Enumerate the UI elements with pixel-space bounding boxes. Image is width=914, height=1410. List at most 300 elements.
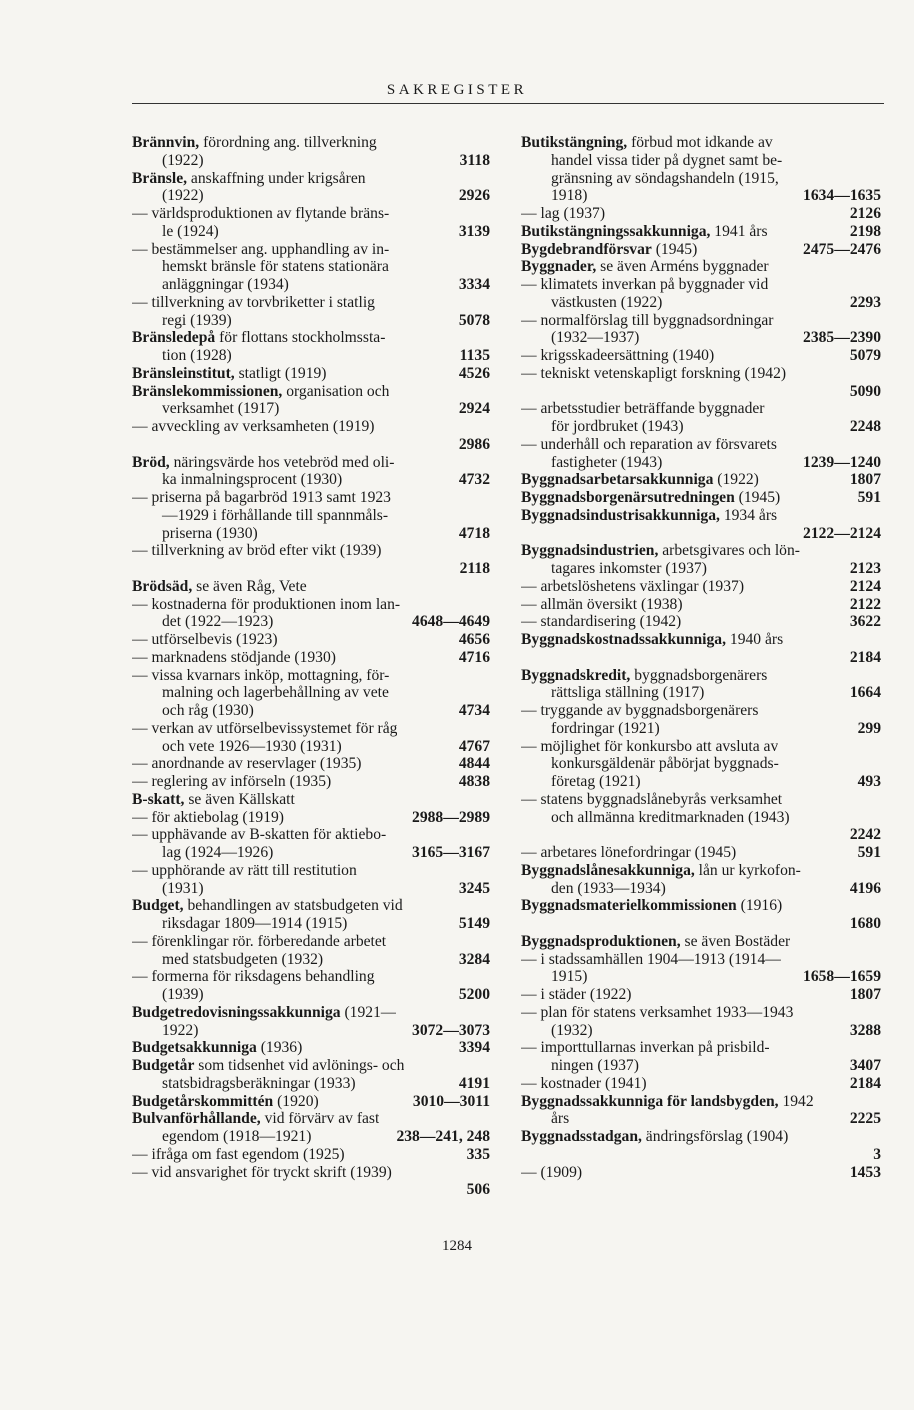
header-rule: [132, 103, 884, 104]
index-page-ref: 4191: [458, 1074, 490, 1092]
index-line: [132, 383, 490, 401]
index-description: statsbidragsberäkningar (1933): [162, 1074, 356, 1092]
index-line: [132, 897, 490, 915]
index-description: 1922): [162, 1021, 199, 1039]
index-line: [132, 862, 490, 880]
index-entry-text: [132, 667, 389, 685]
index-keyword: Byggnadsarbetarsakkunniga: [521, 471, 714, 489]
index-page-ref: 3245: [458, 879, 490, 897]
index-entry-text: [132, 1057, 404, 1075]
index-page-ref: 1807: [849, 471, 881, 489]
index-page-ref: 3288: [849, 1021, 881, 1039]
index-description: — tillverkning av bröd efter vikt (1939): [132, 542, 382, 560]
index-line: [132, 578, 490, 596]
index-line: [132, 1110, 490, 1128]
index-page-ref: 4734: [458, 702, 490, 719]
index-line: [521, 187, 881, 205]
index-entry-text: [521, 329, 639, 347]
index-page-ref: 299: [857, 719, 881, 737]
index-description: anskaffning under krigsåren: [187, 169, 366, 187]
index-line: [521, 1128, 881, 1146]
index-page-ref: 3118: [459, 151, 490, 169]
index-keyword: Bränslekommissionen,: [132, 382, 283, 400]
index-page-ref: 2123: [849, 560, 881, 577]
index-page-ref: 4648—4649: [412, 613, 490, 631]
index-line: [521, 684, 881, 702]
index-description: — vissa kvarnars inköp, mottagning, för-: [132, 666, 390, 684]
index-line: [132, 347, 490, 365]
index-column-left: [132, 134, 490, 1199]
index-keyword: Budgetsakkunniga: [132, 1039, 257, 1057]
index-description: byggnadsborgenärers: [630, 666, 768, 684]
index-description: 1942: [778, 1092, 814, 1110]
index-description: — formerna för riksdagens behandling: [132, 968, 375, 986]
index-page-ref: 2924: [458, 400, 490, 418]
index-description: —1929 i förhållande till spannmåls-: [162, 506, 389, 524]
index-page-ref: 4196: [849, 879, 881, 897]
index-entry-text: [521, 631, 783, 649]
index-line: [132, 507, 490, 525]
index-line: [132, 915, 490, 933]
index-page-ref: 2184: [849, 648, 881, 666]
index-keyword: Byggnadsstadgan,: [521, 1128, 642, 1145]
index-keyword: Budgetårskommittén: [132, 1092, 274, 1110]
index-line: [521, 170, 881, 188]
index-entry-text: [521, 578, 744, 596]
index-description: års: [551, 1110, 570, 1128]
index-description: priserna (1930): [162, 524, 258, 542]
index-description: fordringar (1921): [551, 719, 660, 737]
index-line: [132, 826, 490, 844]
index-keyword: Bulvanförhållande,: [132, 1110, 261, 1128]
index-entry-text: [521, 223, 768, 241]
index-line: [521, 525, 881, 543]
index-line: [132, 631, 490, 649]
index-line: [132, 596, 490, 614]
index-entry-text: [521, 951, 781, 969]
index-entry-text: [132, 1022, 198, 1040]
index-entry-text: [132, 187, 204, 205]
index-keyword: Byggnadsindustrisakkunniga,: [521, 506, 720, 524]
index-entry-text: [521, 791, 782, 809]
index-entry-text: [132, 454, 394, 472]
index-entry-text: [521, 933, 790, 951]
index-keyword: Byggnadskostnadssakkunniga,: [521, 631, 726, 648]
index-description: verksamhet (1917): [162, 400, 280, 418]
index-page-ref: 2184: [849, 1074, 881, 1092]
index-line: [132, 525, 490, 543]
index-description: (1922): [162, 187, 204, 205]
index-entry-text: [132, 347, 232, 365]
index-entry-text: [521, 1093, 814, 1111]
index-entry-text: [132, 223, 219, 241]
index-page-ref: 3284: [458, 950, 490, 968]
index-description: vid förvärv av fast: [260, 1110, 380, 1128]
index-keyword: Bränsledepå: [132, 329, 216, 347]
index-line: [521, 152, 881, 170]
index-line: [521, 542, 881, 560]
index-line: [132, 809, 490, 827]
index-line: [132, 276, 490, 294]
index-entry-text: [521, 1004, 793, 1022]
index-line: [132, 1128, 490, 1146]
index-entry-text: [521, 205, 605, 223]
index-line: [521, 560, 881, 578]
index-description: tagares inkomster (1937): [551, 560, 707, 577]
index-line: [132, 223, 490, 241]
index-line: [521, 1022, 881, 1040]
index-page-ref: 1807: [849, 986, 881, 1003]
index-line: [521, 329, 881, 347]
index-description: — tryggande av byggnadsborgenärers: [521, 702, 759, 719]
index-description: (1945): [734, 489, 781, 506]
index-description: (1922): [713, 471, 759, 489]
index-description: — plan för statens verksamhet 1933—1943: [521, 1003, 794, 1021]
index-page-ref: 2122: [849, 595, 881, 613]
index-entry-text: [132, 489, 391, 507]
index-description: se även Bostäder: [680, 932, 791, 950]
index-description: — allmän översikt (1938): [521, 595, 683, 613]
index-line: [132, 542, 490, 560]
index-description: — marknadens stödjande (1930): [132, 648, 336, 666]
index-description: — ifråga om fast egendom (1925): [132, 1145, 345, 1163]
index-description: — verkan av utförselbevissystemet för råg: [132, 719, 398, 737]
index-line: [132, 134, 490, 152]
index-line: [521, 471, 881, 489]
index-page-ref: 5078: [458, 311, 490, 329]
index-description: förbud mot idkande av: [627, 134, 773, 151]
index-entry-text: [521, 755, 779, 773]
index-keyword: Bygdebrandförsvar: [521, 240, 652, 258]
index-line: [521, 826, 881, 844]
index-line: [521, 347, 881, 365]
index-entry-text: [521, 312, 774, 330]
index-page-ref: 2122—2124: [803, 524, 881, 542]
index-description: näringsvärde hos vetebröd med oli-: [169, 453, 395, 471]
index-line: [132, 1181, 490, 1199]
index-description: le (1924): [162, 222, 219, 240]
index-entry-text: [132, 205, 389, 223]
index-description: 1934 års: [719, 506, 778, 524]
index-page-ref: 5090: [849, 382, 881, 400]
index-entry-text: [132, 471, 342, 489]
index-description: — kostnaderna för produktionen inom lan-: [132, 595, 401, 613]
index-line: [521, 844, 881, 862]
index-page-ref: 5200: [458, 986, 490, 1003]
index-entry-text: [132, 915, 347, 933]
index-line: [132, 258, 490, 276]
index-page-ref: 1135: [459, 347, 490, 364]
index-line: [132, 684, 490, 702]
index-description: ändringsförslag (1904): [641, 1128, 789, 1145]
index-entry-text: [132, 1164, 392, 1182]
index-entry-text: [521, 684, 704, 702]
index-page-ref: 3072—3073: [412, 1021, 490, 1039]
index-description: (1931): [162, 879, 204, 897]
index-line: [521, 258, 881, 276]
index-description: — reglering av införseln (1935): [132, 773, 332, 790]
index-page-ref: 506: [466, 1181, 490, 1199]
index-description: behandlingen av statsbudgeten vid: [183, 897, 403, 915]
index-entry-text: [521, 1075, 647, 1093]
index-line: [132, 1039, 490, 1057]
index-description: företag (1921): [551, 773, 641, 790]
index-keyword: Butikstängningssakkunniga,: [521, 222, 711, 240]
page-header: SAKREGISTER: [386, 82, 528, 98]
index-line: [132, 1022, 490, 1040]
index-line: [521, 365, 881, 383]
index-description: — arbetsstudier beträffande byggnader: [521, 400, 765, 418]
index-description: för jordbruket (1943): [551, 418, 684, 435]
index-keyword: Byggnadslånesakkunniga,: [521, 861, 695, 879]
index-description: se även Råg, Vete: [192, 577, 307, 595]
index-line: [521, 223, 881, 241]
index-line: [132, 1093, 490, 1111]
index-line: [521, 897, 881, 915]
index-page-ref: 2118: [459, 560, 490, 577]
index-description: — anordnande av reservlager (1935): [132, 755, 362, 773]
index-line: [521, 738, 881, 756]
index-description: (1932): [551, 1021, 593, 1039]
index-line: [521, 436, 881, 454]
index-page-ref: 1658—1659: [803, 968, 881, 986]
index-entry-text: [132, 968, 375, 986]
index-keyword: Butikstängning,: [521, 134, 628, 151]
index-line: [521, 578, 881, 596]
index-line: [132, 1164, 490, 1182]
index-description: arbetsgivares och lön-: [658, 542, 800, 560]
index-line: [132, 454, 490, 472]
index-description: — arbetares lönefordringar (1945): [521, 844, 737, 861]
index-page-ref: 591: [857, 489, 881, 506]
index-entry-text: [132, 1004, 396, 1022]
index-page-ref: 3622: [849, 613, 881, 631]
index-page-ref: 2126: [849, 205, 881, 222]
index-line: [132, 755, 490, 773]
index-line: [521, 809, 881, 827]
index-entry-text: [521, 738, 778, 756]
index-line: [521, 631, 881, 649]
index-line: [132, 791, 490, 809]
index-entry-text: [521, 489, 780, 507]
index-page-ref: 4526: [458, 364, 490, 382]
index-entry-text: [521, 258, 769, 276]
index-line: [132, 471, 490, 489]
index-entry-text: [521, 809, 790, 827]
index-description: förordning ang. tillverkning: [199, 134, 377, 151]
index-entry-text: [132, 702, 254, 720]
index-entry-text: [132, 241, 389, 259]
index-description: (1939): [162, 986, 204, 1003]
index-entry-text: [132, 720, 397, 738]
index-entry-text: [521, 294, 662, 312]
index-line: [521, 454, 881, 472]
index-entry-text: [521, 596, 683, 614]
index-line: [132, 880, 490, 898]
index-entry-text: [132, 631, 278, 649]
index-description: anläggningar (1934): [162, 276, 289, 293]
index-description: 1940 års: [726, 631, 784, 648]
index-line: [132, 613, 490, 631]
index-line: [521, 205, 881, 223]
index-description: ka inmalningsprocent (1930): [162, 471, 343, 489]
index-entry-text: [132, 1128, 311, 1146]
index-keyword: Byggnadsproduktionen,: [521, 932, 681, 950]
index-line: [132, 560, 490, 578]
index-page-ref: 5079: [849, 347, 881, 364]
index-entry-text: [132, 1093, 319, 1111]
index-line: [132, 844, 490, 862]
index-entry-text: [521, 454, 662, 472]
index-line: [521, 1146, 881, 1164]
index-page-ref: 1634—1635: [803, 187, 881, 205]
index-line: [521, 933, 881, 951]
index-line: [132, 951, 490, 969]
index-description: — normalförslag till byggnadsordningar: [521, 311, 774, 329]
index-description: (1920): [273, 1092, 319, 1110]
index-line: [132, 986, 490, 1004]
index-description: — tekniskt vetenskapligt forskning (1942): [521, 364, 787, 382]
index-line: [521, 383, 881, 401]
index-description: och vete 1926—1930 (1931): [162, 737, 342, 755]
index-line: [521, 312, 881, 330]
index-line: [132, 738, 490, 756]
index-line: [521, 755, 881, 773]
index-description: — underhåll och reparation av försvarets: [521, 435, 777, 453]
index-page-ref: 4732: [458, 471, 490, 489]
index-line: [521, 986, 881, 1004]
index-entry-text: [132, 951, 323, 969]
index-keyword: Byggnader,: [521, 258, 597, 276]
index-line: [521, 1057, 881, 1075]
index-entry-text: [521, 542, 800, 560]
index-entry-text: [132, 1075, 356, 1093]
index-description: — standardisering (1942): [521, 613, 682, 631]
index-description: med statsbudgeten (1932): [162, 950, 324, 968]
index-line: [521, 1039, 881, 1057]
index-entry-text: [521, 1128, 788, 1146]
index-entry-text: [132, 507, 388, 525]
index-column-right: [521, 134, 881, 1181]
index-description: västkusten (1922): [551, 293, 663, 311]
index-keyword: Byggnadsmaterielkommissionen: [521, 897, 737, 915]
index-line: [132, 702, 490, 720]
index-entry-text: [132, 791, 295, 809]
index-entry-text: [132, 986, 204, 1004]
index-description: ningen (1937): [551, 1057, 639, 1074]
index-entry-text: [521, 436, 777, 454]
index-entry-text: [521, 613, 681, 631]
index-page-ref: 4844: [458, 755, 490, 773]
index-line: [132, 1057, 490, 1075]
index-line: [521, 951, 881, 969]
index-page-ref: 2475—2476: [803, 240, 881, 258]
index-entry-text: [132, 755, 361, 773]
index-entry-text: [132, 613, 273, 631]
index-entry-text: [132, 418, 375, 436]
index-entry-text: [132, 400, 279, 418]
index-description: regi (1939): [162, 311, 232, 329]
index-entry-text: [521, 347, 714, 365]
index-keyword: Brännvin,: [132, 134, 200, 151]
index-line: [521, 667, 881, 685]
index-line: [521, 418, 881, 436]
index-line: [132, 170, 490, 188]
index-description: konkursgäldenär påbörjat byggnads-: [551, 755, 779, 773]
page-number: 1284: [442, 1238, 472, 1254]
index-line: [132, 1075, 490, 1093]
index-line: [132, 187, 490, 205]
index-description: som tidsenhet vid avlönings- och: [194, 1057, 405, 1074]
index-page-ref: 2225: [849, 1110, 881, 1128]
index-page-ref: 3139: [458, 222, 490, 240]
index-description: — upphörande av rätt till restitution: [132, 861, 357, 879]
index-page-ref: 2198: [849, 222, 881, 240]
index-keyword: Byggnadsborgenärsutredningen: [521, 489, 735, 506]
index-line: [521, 294, 881, 312]
index-description: — statens byggnadslånebyrås verksamhet: [521, 790, 783, 808]
index-description: — världsproduktionen av flytande bräns-: [132, 205, 390, 222]
index-entry-text: [132, 134, 377, 152]
index-entry-text: [521, 134, 773, 152]
index-line: [132, 489, 490, 507]
index-page-ref: 4718: [458, 524, 490, 542]
index-line: [132, 205, 490, 223]
index-line: [521, 507, 881, 525]
index-entry-text: [132, 809, 284, 827]
index-page-ref: 2926: [458, 187, 490, 205]
index-entry-text: [521, 844, 736, 862]
index-entry-text: [521, 897, 782, 915]
index-description: — vid ansvarighet för tryckt skrift (1939): [132, 1163, 392, 1181]
index-page-ref: 3407: [849, 1057, 881, 1074]
index-description: (1921—: [340, 1003, 397, 1021]
index-entry-text: [521, 720, 660, 738]
index-entry-text: [521, 702, 758, 720]
index-keyword: Budgetår: [132, 1057, 195, 1074]
index-description: — i stadssamhällen 1904—1913 (1914—: [521, 950, 781, 968]
index-entry-text: [132, 897, 403, 915]
index-entry-text: [521, 880, 666, 898]
index-page-ref: 3334: [458, 276, 490, 293]
index-line: [521, 1110, 881, 1128]
index-description: — möjlighet för konkursbo att avsluta av: [521, 737, 779, 755]
index-description: 1918): [551, 187, 588, 205]
index-line: [521, 241, 881, 259]
index-line: [521, 649, 881, 667]
index-page-ref: 1664: [849, 684, 881, 702]
index-page-ref: 5149: [458, 915, 490, 932]
index-page-ref: 1239—1240: [803, 453, 881, 471]
index-entry-text: [132, 880, 204, 898]
index-entry-text: [132, 312, 232, 330]
index-entry-text: [521, 667, 767, 685]
index-keyword: Bröd,: [132, 453, 170, 471]
index-page-ref: 1453: [849, 1163, 881, 1181]
index-page-ref: 2124: [849, 577, 881, 595]
index-description: riksdagar 1809—1914 (1915): [162, 915, 348, 932]
index-description: egendom (1918—1921): [162, 1128, 312, 1145]
index-entry-text: [521, 968, 587, 986]
index-line: [132, 312, 490, 330]
index-description: 1915): [551, 968, 588, 986]
index-description: — bestämmelser ang. upphandling av in-: [132, 240, 390, 258]
index-line: [132, 241, 490, 259]
index-description: (1945): [651, 240, 698, 258]
index-description: — kostnader (1941): [521, 1074, 647, 1092]
index-entry-text: [521, 365, 786, 383]
index-entry-text: [132, 276, 289, 294]
